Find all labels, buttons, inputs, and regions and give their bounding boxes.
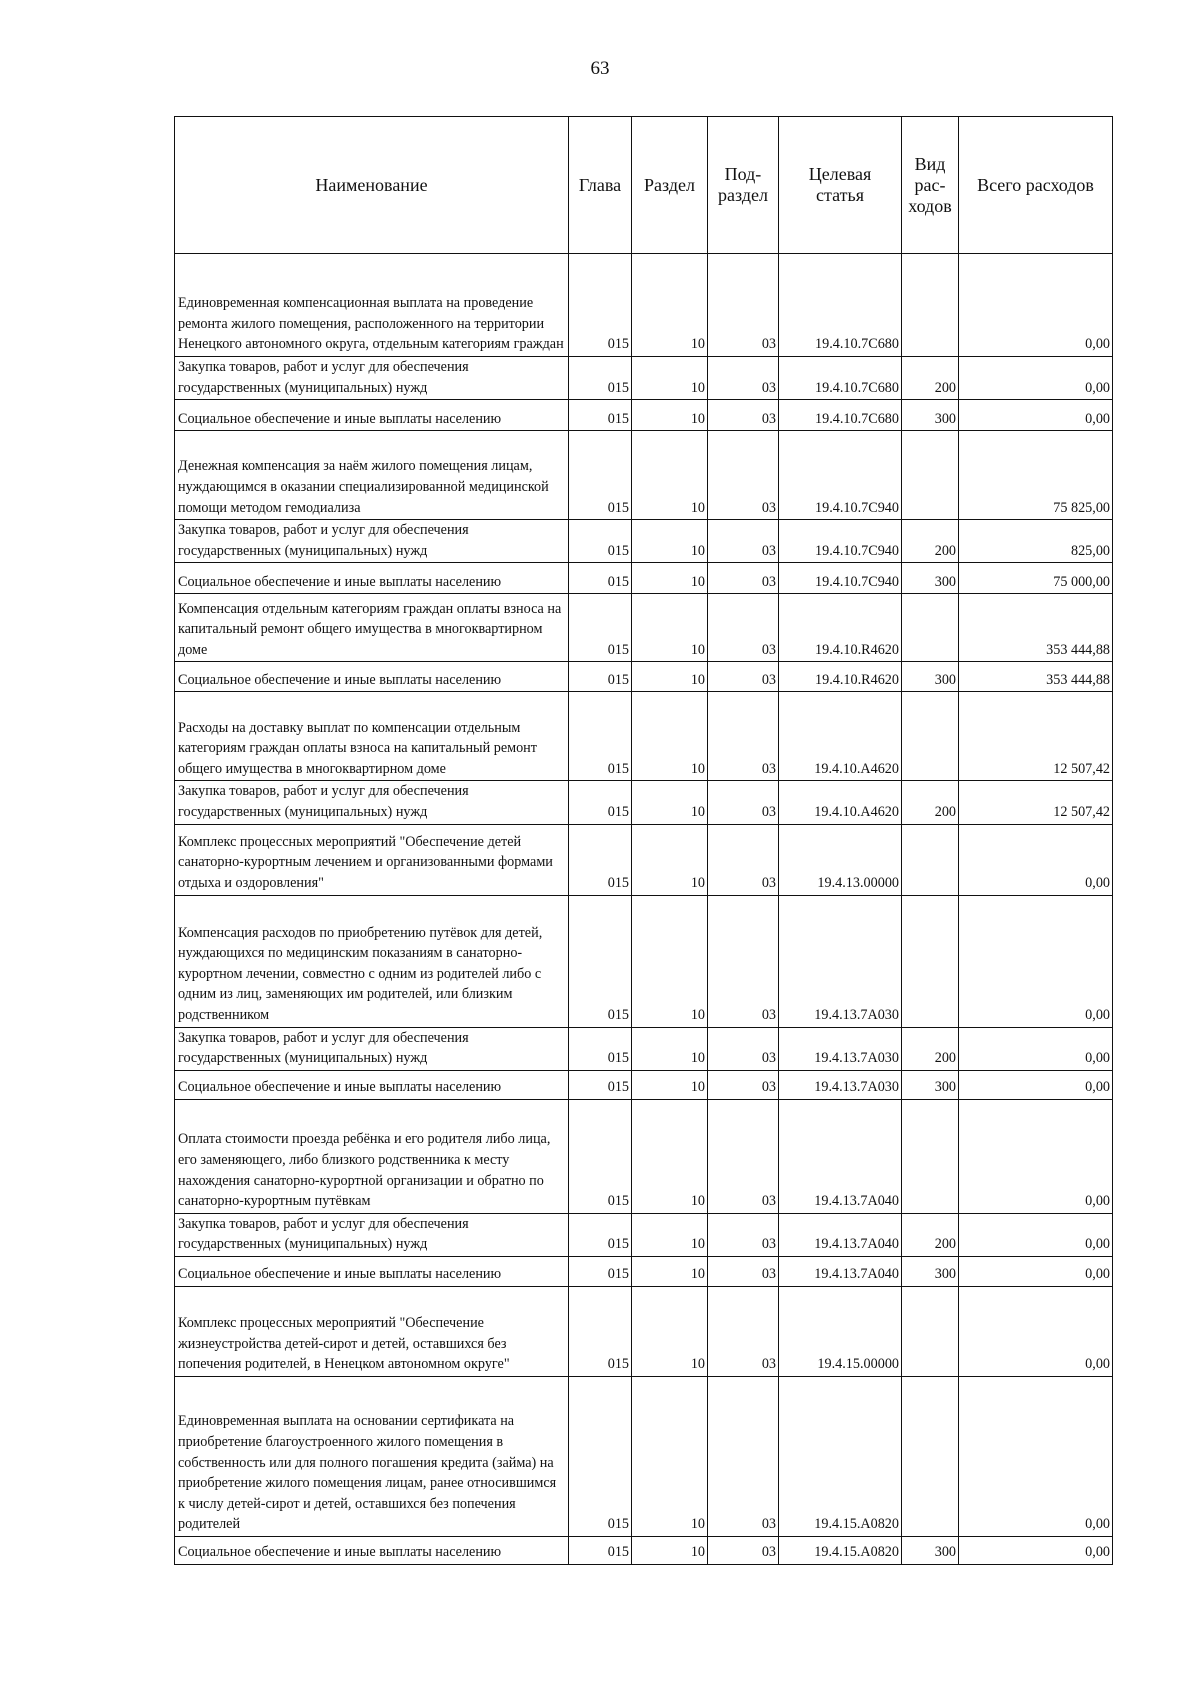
row-podrazdel: 03 — [708, 563, 779, 594]
row-razdel: 10 — [632, 400, 708, 431]
row-podrazdel: 03 — [708, 692, 779, 781]
row-name: Единовременная выплата на основании сертификата на приобретение благоустроенного жилого помещения в собственность или для полного погашения кредита (займа) на приобретение жилого помещения лицам, ранее относившимся к числу детей-сирот и детей, оставшихся без попечения родителей — [175, 1376, 569, 1536]
row-glava: 015 — [569, 895, 632, 1027]
row-glava: 015 — [569, 357, 632, 400]
row-target: 19.4.13.00000 — [779, 824, 902, 895]
row-total: 353 444,88 — [959, 662, 1113, 692]
row-podrazdel: 03 — [708, 1286, 779, 1376]
row-glava: 015 — [569, 1536, 632, 1564]
row-name: Социальное обеспечение и иные выплаты населению — [175, 662, 569, 692]
row-name: Социальное обеспечение и иные выплаты населению — [175, 400, 569, 431]
row-podrazdel: 03 — [708, 1213, 779, 1256]
row-vid — [902, 594, 959, 662]
row-target: 19.4.10.7С940 — [779, 563, 902, 594]
table-row — [175, 692, 1113, 781]
row-podrazdel: 03 — [708, 781, 779, 824]
row-target: 19.4.13.7А030 — [779, 1027, 902, 1070]
row-name: Социальное обеспечение и иные выплаты населению — [175, 1256, 569, 1286]
table-row — [175, 1070, 1113, 1099]
row-vid — [902, 1286, 959, 1376]
row-name: Компенсация расходов по приобретению путёвок для детей, нуждающихся по медицинским показаниям в санаторно-курортном лечении, совместно с одним из родителей либо с одним из лиц, заменяющих им родителей, или близким родственником — [175, 895, 569, 1027]
header-razdel: Раздел — [632, 117, 708, 254]
row-total: 0,00 — [959, 357, 1113, 400]
row-podrazdel: 03 — [708, 662, 779, 692]
row-name: Социальное обеспечение и иные выплаты населению — [175, 563, 569, 594]
row-glava: 015 — [569, 781, 632, 824]
row-glava: 015 — [569, 1256, 632, 1286]
row-target: 19.4.13.7А040 — [779, 1213, 902, 1256]
table-row — [175, 895, 1113, 1027]
row-razdel: 10 — [632, 824, 708, 895]
row-vid — [902, 824, 959, 895]
row-total: 0,00 — [959, 1099, 1113, 1213]
row-total: 0,00 — [959, 400, 1113, 431]
row-name: Социальное обеспечение и иные выплаты населению — [175, 1070, 569, 1099]
table-row — [175, 1286, 1113, 1376]
table-row — [175, 357, 1113, 400]
page-number: 63 — [590, 58, 610, 79]
row-name: Комплекс процессных мероприятий "Обеспечение жизнеустройства детей-сирот и детей, оставшихся без попечения родителей, в Ненецком автономном округе" — [175, 1286, 569, 1376]
row-podrazdel: 03 — [708, 254, 779, 357]
row-total: 12 507,42 — [959, 692, 1113, 781]
row-razdel: 10 — [632, 520, 708, 563]
row-vid — [902, 254, 959, 357]
row-glava: 015 — [569, 1070, 632, 1099]
header-podrazdel: Под- раздел — [708, 117, 779, 254]
row-name: Оплата стоимости проезда ребёнка и его родителя либо лица, его заменяющего, либо близкого родственника к месту нахождения санаторно-курортной организации и обратно по санаторно-курортным путёвкам — [175, 1099, 569, 1213]
row-razdel: 10 — [632, 563, 708, 594]
row-name: Комплекс процессных мероприятий "Обеспечение детей санаторно-курортным лечением и организованными формами отдыха и оздоровления" — [175, 824, 569, 895]
row-vid: 300 — [902, 662, 959, 692]
row-name: Закупка товаров, работ и услуг для обеспечения государственных (муниципальных) нужд — [175, 1027, 569, 1070]
row-glava: 015 — [569, 520, 632, 563]
row-target: 19.4.10.7С940 — [779, 431, 902, 520]
table-row — [175, 594, 1113, 662]
row-vid: 200 — [902, 520, 959, 563]
row-glava: 015 — [569, 400, 632, 431]
table-row — [175, 431, 1113, 520]
row-razdel: 10 — [632, 1027, 708, 1070]
row-total: 12 507,42 — [959, 781, 1113, 824]
row-name: Закупка товаров, работ и услуг для обеспечения государственных (муниципальных) нужд — [175, 357, 569, 400]
header-total: Всего расходов — [959, 117, 1113, 254]
row-target: 19.4.15.00000 — [779, 1286, 902, 1376]
table-row — [175, 1099, 1113, 1213]
row-podrazdel: 03 — [708, 1070, 779, 1099]
table-header — [175, 117, 1113, 254]
row-target: 19.4.13.7А030 — [779, 1070, 902, 1099]
row-vid: 300 — [902, 1256, 959, 1286]
row-glava: 015 — [569, 1376, 632, 1536]
row-vid — [902, 895, 959, 1027]
row-razdel: 10 — [632, 431, 708, 520]
row-name: Единовременная компенсационная выплата на проведение ремонта жилого помещения, расположенного на территории Ненецкого автономного округа, отдельным категориям граждан — [175, 254, 569, 357]
row-glava: 015 — [569, 594, 632, 662]
row-total: 0,00 — [959, 895, 1113, 1027]
budget-table — [174, 116, 1113, 1565]
row-vid: 200 — [902, 357, 959, 400]
row-podrazdel: 03 — [708, 520, 779, 563]
row-razdel: 10 — [632, 781, 708, 824]
row-name: Компенсация отдельным категориям граждан оплаты взноса на капитальный ремонт общего имущества в многоквартирном доме — [175, 594, 569, 662]
row-razdel: 10 — [632, 1376, 708, 1536]
row-vid: 200 — [902, 1213, 959, 1256]
row-razdel: 10 — [632, 1213, 708, 1256]
row-podrazdel: 03 — [708, 824, 779, 895]
row-total: 75 000,00 — [959, 563, 1113, 594]
table-row — [175, 254, 1113, 357]
table-row — [175, 400, 1113, 431]
row-name: Закупка товаров, работ и услуг для обеспечения государственных (муниципальных) нужд — [175, 1213, 569, 1256]
row-total: 0,00 — [959, 1070, 1113, 1099]
row-name: Закупка товаров, работ и услуг для обеспечения государственных (муниципальных) нужд — [175, 781, 569, 824]
row-target: 19.4.13.7А030 — [779, 895, 902, 1027]
row-podrazdel: 03 — [708, 1099, 779, 1213]
row-glava: 015 — [569, 1099, 632, 1213]
row-razdel: 10 — [632, 254, 708, 357]
row-razdel: 10 — [632, 1256, 708, 1286]
header-vid: Вид рас- ходов — [902, 117, 959, 254]
table-row — [175, 563, 1113, 594]
table-row — [175, 662, 1113, 692]
row-razdel: 10 — [632, 692, 708, 781]
row-total: 0,00 — [959, 1536, 1113, 1564]
row-total: 0,00 — [959, 1256, 1113, 1286]
table-row — [175, 781, 1113, 824]
row-razdel: 10 — [632, 662, 708, 692]
row-podrazdel: 03 — [708, 400, 779, 431]
row-vid: 300 — [902, 563, 959, 594]
row-target: 19.4.15.А0820 — [779, 1376, 902, 1536]
row-glava: 015 — [569, 692, 632, 781]
row-razdel: 10 — [632, 895, 708, 1027]
table-row — [175, 520, 1113, 563]
row-podrazdel: 03 — [708, 1536, 779, 1564]
row-podrazdel: 03 — [708, 594, 779, 662]
row-name: Закупка товаров, работ и услуг для обеспечения государственных (муниципальных) нужд — [175, 520, 569, 563]
table-row — [175, 1376, 1113, 1536]
row-razdel: 10 — [632, 1070, 708, 1099]
header-target: Целевая статья — [779, 117, 902, 254]
row-podrazdel: 03 — [708, 431, 779, 520]
row-podrazdel: 03 — [708, 357, 779, 400]
row-razdel: 10 — [632, 1099, 708, 1213]
table-row — [175, 1256, 1113, 1286]
row-vid — [902, 692, 959, 781]
table-row — [175, 1213, 1113, 1256]
row-vid — [902, 1099, 959, 1213]
row-vid: 200 — [902, 781, 959, 824]
row-vid: 300 — [902, 1070, 959, 1099]
row-name: Социальное обеспечение и иные выплаты населению — [175, 1536, 569, 1564]
row-name: Расходы на доставку выплат по компенсации отдельным категориям граждан оплаты взноса на капитальный ремонт общего имущества в многоквартирном доме — [175, 692, 569, 781]
row-target: 19.4.10.А4620 — [779, 781, 902, 824]
row-vid: 200 — [902, 1027, 959, 1070]
row-total: 0,00 — [959, 254, 1113, 357]
table-row — [175, 1027, 1113, 1070]
row-total: 0,00 — [959, 824, 1113, 895]
table-row — [175, 1536, 1113, 1564]
row-total: 353 444,88 — [959, 594, 1113, 662]
row-vid: 300 — [902, 400, 959, 431]
table-body — [175, 254, 1113, 1565]
row-total: 0,00 — [959, 1376, 1113, 1536]
row-total: 0,00 — [959, 1027, 1113, 1070]
table-row — [175, 824, 1113, 895]
row-glava: 015 — [569, 1286, 632, 1376]
row-razdel: 10 — [632, 357, 708, 400]
row-total: 825,00 — [959, 520, 1113, 563]
row-target: 19.4.10.R4620 — [779, 594, 902, 662]
row-podrazdel: 03 — [708, 1256, 779, 1286]
row-vid — [902, 431, 959, 520]
row-podrazdel: 03 — [708, 1376, 779, 1536]
row-glava: 015 — [569, 662, 632, 692]
header-glava: Глава — [569, 117, 632, 254]
row-glava: 015 — [569, 431, 632, 520]
row-name: Денежная компенсация за наём жилого помещения лицам, нуждающимся в оказании специализированной медицинской помощи методом гемодиализа — [175, 431, 569, 520]
row-target: 19.4.10.R4620 — [779, 662, 902, 692]
row-razdel: 10 — [632, 1536, 708, 1564]
row-target: 19.4.10.А4620 — [779, 692, 902, 781]
row-glava: 015 — [569, 824, 632, 895]
row-podrazdel: 03 — [708, 895, 779, 1027]
row-podrazdel: 03 — [708, 1027, 779, 1070]
row-total: 75 825,00 — [959, 431, 1113, 520]
row-total: 0,00 — [959, 1286, 1113, 1376]
row-target: 19.4.13.7А040 — [779, 1256, 902, 1286]
row-target: 19.4.10.7С680 — [779, 400, 902, 431]
row-target: 19.4.13.7А040 — [779, 1099, 902, 1213]
header-name: Наименование — [175, 117, 569, 254]
row-razdel: 10 — [632, 1286, 708, 1376]
row-target: 19.4.10.7С940 — [779, 520, 902, 563]
row-razdel: 10 — [632, 594, 708, 662]
row-glava: 015 — [569, 563, 632, 594]
row-glava: 015 — [569, 254, 632, 357]
row-target: 19.4.10.7С680 — [779, 357, 902, 400]
row-total: 0,00 — [959, 1213, 1113, 1256]
row-target: 19.4.15.А0820 — [779, 1536, 902, 1564]
row-target: 19.4.10.7С680 — [779, 254, 902, 357]
row-vid — [902, 1376, 959, 1536]
row-glava: 015 — [569, 1213, 632, 1256]
row-vid: 300 — [902, 1536, 959, 1564]
row-glava: 015 — [569, 1027, 632, 1070]
